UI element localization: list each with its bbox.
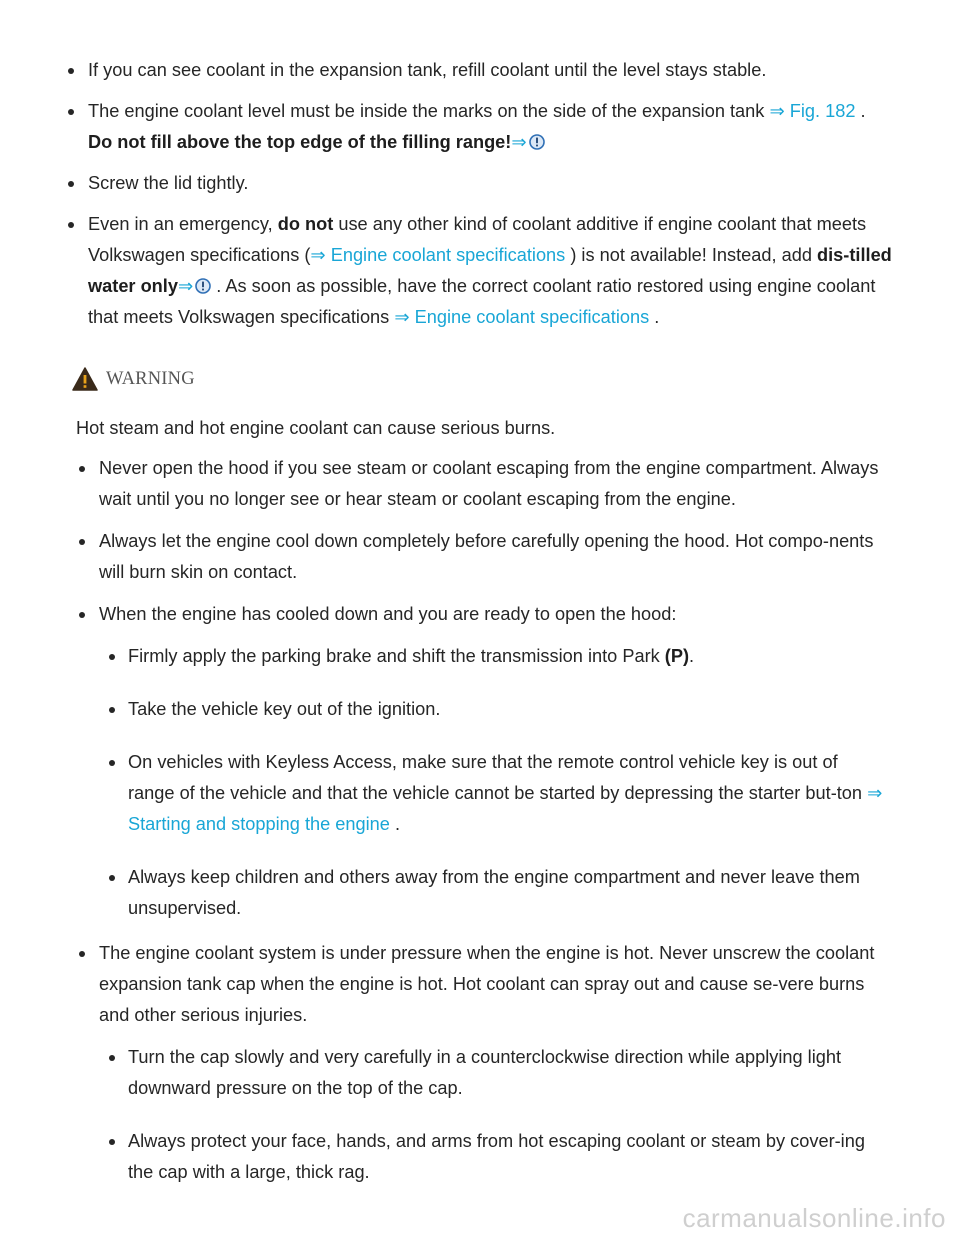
instruction-list [88,55,903,343]
list-item: The engine coolant level must be inside the marks on the side of the expansion tank ⇒ Fig. 182 . Do not fill above the top edge of the filling range!⇒ [88,96,903,158]
list-item: The engine coolant system is under pressure when the engine is hot. Never unscrew the coolant expansion tank cap when the engine is hot. Hot coolant can spray out and cause se-vere burns and other serious injuries. Turn the cap slowly and very carefully in a counterclockwise direction while applying light downward pressure on the top of the cap. Always protect your face, hands, and arms from hot escaping coolant or steam by cover-ing the cap with a large, thick rag. [99,938,889,1188]
warning-triangle-icon [72,367,98,391]
list-item: Always protect your face, hands, and arms from hot escaping coolant or steam by cover-ing the cap with a large, thick rag. [128,1126,889,1188]
warning-header [72,365,195,393]
caution-link-arrow[interactable]: ⇒ [511,132,527,152]
bullet [68,68,74,74]
bullet [109,707,115,713]
list-item: Even in an emergency, do not use any other kind of coolant additive if engine coolant that meets Volkswagen specifications (⇒ Engine coolant specifications ) is not available! Instead, add dis-tilled water only⇒ . As soon as possible, have the correct coolant ratio restored using engine coolant that meets Volkswagen specifications ⇒ Engine coolant specifications . [88,209,903,333]
bullet [79,539,85,545]
sub-list [99,1042,889,1188]
bullet [79,466,85,472]
caution-circle-icon[interactable] [529,134,545,150]
coolant-spec-link[interactable]: ⇒ Engine coolant specifications [394,307,650,327]
bullet [68,181,74,187]
bullet [79,612,85,618]
list-item: If you can see coolant in the expansion tank, refill coolant until the level stays stable. [88,55,903,86]
warning-list [99,453,889,1210]
caution-link-arrow[interactable]: ⇒ [177,276,194,296]
list-item: Always let the engine cool down completely before carefully opening the hood. Hot compo-nents will burn skin on contact. [99,526,889,588]
fig-182-link[interactable]: ⇒ Fig. 182 [769,101,856,121]
bullet [109,1055,115,1061]
list-item: Screw the lid tightly. [88,168,903,199]
list-item: When the engine has cooled down and you are ready to open the hood: Firmly apply the parking brake and shift the transmission into Park (P). Take the vehicle key out of the ignition. On vehicles with Keyless Access, make sure that the remote control vehicle key is out of range of the vehicle and that the vehicle cannot be started by depressing the starter but-ton ⇒ Starting and stopping the engine . Always keep children and others away from the engine compartment and never leave them unsupervised. [99,599,889,924]
starting-stopping-link[interactable]: ⇒ Starting and stopping the engine [128,783,883,834]
warning-title: WARNING [106,368,195,389]
warning-intro: Hot steam and hot engine coolant can cause serious burns. [76,418,556,438]
bullet [109,1139,115,1145]
list-item: Firmly apply the parking brake and shift the transmission into Park (P). [128,641,889,672]
list-item: Never open the hood if you see steam or coolant escaping from the engine compartment. Always wait until you no longer see or hear steam or coolant escaping from the engine. [99,453,889,515]
caution-circle-icon[interactable] [195,278,211,294]
list-item: Always keep children and others away from the engine compartment and never leave them unsupervised. [128,862,889,924]
list-item: Turn the cap slowly and very carefully in a counterclockwise direction while applying light downward pressure on the top of the cap. [128,1042,889,1104]
bullet [109,760,115,766]
bullet [109,875,115,881]
watermark: carmanualsonline.info [682,1203,946,1233]
sub-list [99,641,889,924]
bullet [79,951,85,957]
list-item: On vehicles with Keyless Access, make sure that the remote control vehicle key is out of range of the vehicle and that the vehicle cannot be started by depressing the starter but-ton ⇒ Starting and stopping the engine . [128,747,889,840]
bullet [68,109,74,115]
coolant-spec-link[interactable]: ⇒ Engine coolant specifications [310,245,566,265]
list-item: Take the vehicle key out of the ignition. [128,694,889,725]
bullet [109,654,115,660]
bullet [68,222,74,228]
